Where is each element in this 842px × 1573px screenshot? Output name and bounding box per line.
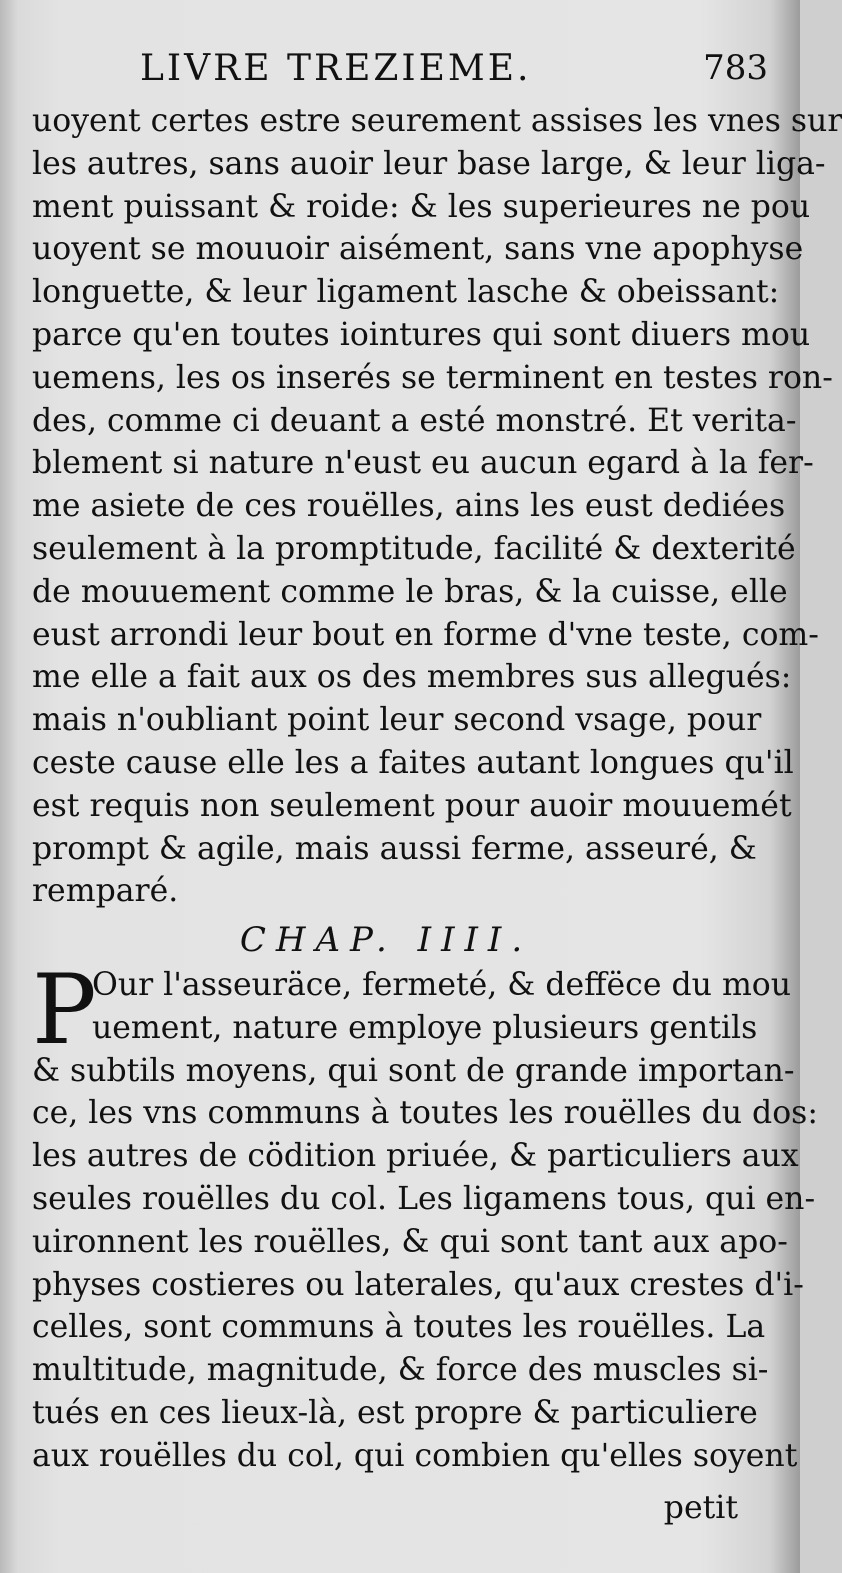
running-title: LIVRE TREZIEME. [140, 48, 532, 89]
text-line: & subtils moyens, qui sont de grande importan- [32, 1052, 795, 1089]
text-line: parce qu'en toutes iointures qui sont diuers mou [32, 316, 811, 353]
paragraph-1 [32, 100, 842, 913]
chapter-heading: CHAP. IIII. [239, 920, 533, 960]
catchword: petit [663, 1490, 738, 1526]
text-line: celles, sont communs à toutes les rouëlles. La [32, 1309, 766, 1346]
text-line: me asiete de ces rouëlles, ains les eust dediées [32, 488, 786, 525]
text-line: est requis non seulement pour auoir mouuemét [32, 787, 792, 824]
drop-cap: P [32, 954, 97, 1066]
text-line: uoyent certes estre seurement assises les vnes sur [32, 103, 842, 139]
text-line: uoyent se mouuoir aisément, sans vne apophyse [32, 231, 804, 268]
text-line: seules rouëlles du col. Les ligamens tous, qui en- [32, 1180, 816, 1217]
text-line: tués en ces lieux-là, est propre & particuliere [32, 1394, 758, 1431]
text-line: blement si nature n'eust eu aucun egard à la fer- [32, 445, 814, 482]
text-line: les autres, sans auoir leur base large, & leur liga- [32, 145, 826, 182]
text-line: ment puissant & roide: & les superieures ne pou [32, 188, 811, 225]
page-number: 783 [703, 48, 768, 88]
text-line: physes costieres ou laterales, qu'aux crestes d'i- [32, 1266, 804, 1303]
text-line: de mouuement comme le bras, & la cuisse, elle [32, 573, 788, 610]
text-line: prompt & agile, mais aussi ferme, asseuré, & [32, 830, 757, 867]
text-line: ceste cause elle les a faites autant longues qu'il [32, 744, 794, 781]
running-header [140, 38, 780, 98]
text-line: aux rouëlles du col, qui combien qu'elles soyent [32, 1437, 798, 1474]
text-line: uironnent les rouëlles, & qui sont tant aux apo- [32, 1223, 788, 1260]
text-line: les autres de cödition priuée, & particuliers aux [32, 1138, 799, 1175]
text-line: multitude, magnitude, & force des muscles si- [32, 1352, 769, 1389]
text-line: ce, les vns communs à toutes les rouëlles du dos: [32, 1095, 818, 1132]
text-line: mais n'oubliant point leur second vsage, pour [32, 702, 762, 739]
text-line: des, comme ci deuant a esté monstré. Et verita- [32, 402, 797, 439]
text-line: longuette, & leur ligament lasche & obeissant: [32, 274, 780, 311]
text-line: remparé. [32, 873, 179, 910]
text-line: uement, nature employe plusieurs gentils [92, 1009, 758, 1046]
text-line: Our l'asseuräce, fermeté, & deffëce du mou [92, 967, 792, 1003]
text-line: seulement à la promptitude, facilité & dexterité [32, 530, 796, 567]
text-line: eust arrondi leur bout en forme d'vne teste, com- [32, 616, 819, 653]
paragraph-2 [32, 954, 818, 1478]
text-line: me elle a fait aux os des membres sus allegués: [32, 659, 792, 696]
text-line: uemens, les os inserés se terminent en testes ron- [32, 359, 833, 396]
